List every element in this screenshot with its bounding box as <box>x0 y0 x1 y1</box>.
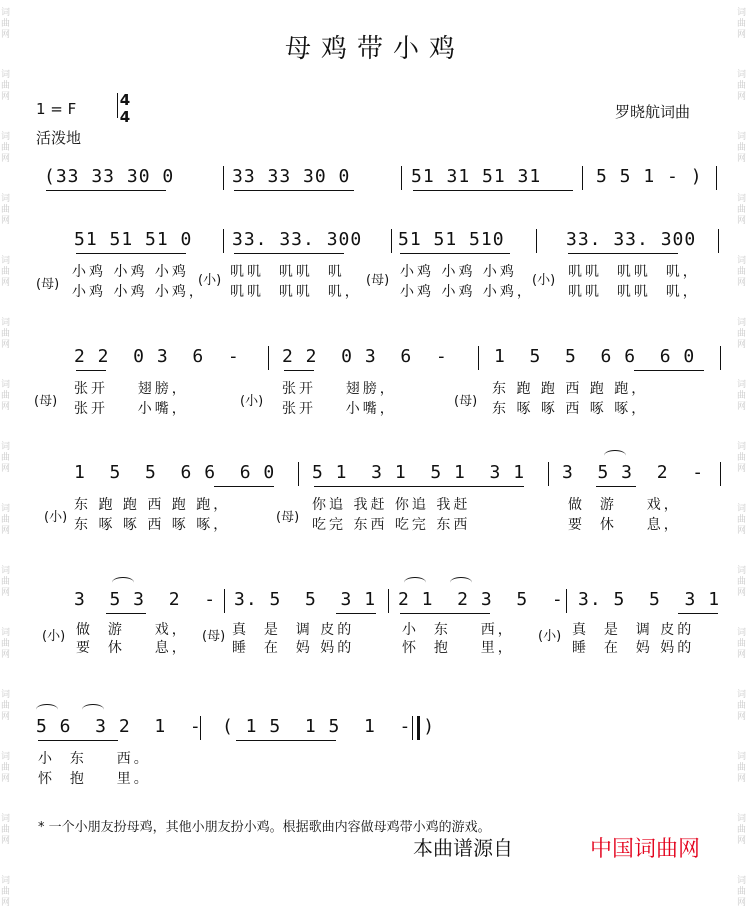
watermark-glyph: 曲 <box>1 887 11 897</box>
watermark-glyph: 网 <box>1 402 11 412</box>
lyric-line-1: 小 东 西。 <box>38 751 151 767</box>
barline <box>720 346 721 370</box>
song-title: 母鸡带小鸡 <box>284 34 465 64</box>
lyric-line-2: 张开 小嘴， <box>74 401 189 417</box>
watermark-glyph: 网 <box>1 898 11 908</box>
barline <box>718 229 719 253</box>
lyric-line-2: 东 啄 啄 西 啄 啄， <box>74 517 231 533</box>
role-label: (母) <box>202 629 226 644</box>
underline-beam <box>413 190 573 191</box>
watermark-glyph: 词 <box>1 690 11 700</box>
underline-beam <box>106 613 146 614</box>
watermark-glyph: 曲 <box>1 577 11 587</box>
time-signature <box>117 92 133 126</box>
watermark-glyph: 曲 <box>737 825 747 835</box>
watermark-glyph: 词 <box>737 876 747 886</box>
watermark-right <box>736 0 750 908</box>
measure-4-3: 3. 5 5 3 1 <box>578 589 721 610</box>
barline <box>548 462 549 486</box>
barline <box>223 166 224 190</box>
watermark-glyph: 词 <box>737 70 747 80</box>
watermark-glyph: 曲 <box>737 887 747 897</box>
watermark-glyph: 曲 <box>737 639 747 649</box>
lyric-line-2: 睡 在 妈 妈的 <box>232 640 355 656</box>
system-2 <box>36 346 722 416</box>
barline <box>412 716 413 740</box>
watermark-glyph: 网 <box>1 650 11 660</box>
watermark-glyph: 词 <box>737 566 747 576</box>
underline-beam <box>314 486 524 487</box>
watermark-glyph: 网 <box>1 92 11 102</box>
watermark-glyph: 曲 <box>737 81 747 91</box>
watermark-glyph: 词 <box>737 8 747 18</box>
lyric-line-1: 张开 翅膀， <box>74 381 189 397</box>
measure-2-2: 1 5 5 6 6 6 0 <box>494 346 696 367</box>
watermark-glyph: 词 <box>1 442 11 452</box>
watermark-glyph: 词 <box>737 442 747 452</box>
role-label: (小) <box>538 629 562 644</box>
time-signature-top: 4 <box>119 91 131 109</box>
watermark-glyph: 曲 <box>737 701 747 711</box>
watermark-glyph: 曲 <box>737 143 747 153</box>
watermark-glyph: 曲 <box>1 329 11 339</box>
lyric-line-2: 睡 在 妈 妈的 <box>572 640 695 656</box>
watermark-glyph: 曲 <box>1 763 11 773</box>
watermark-glyph: 曲 <box>737 763 747 773</box>
lyric-line-2: 小鸡 小鸡 小鸡， <box>400 284 534 300</box>
barline <box>716 166 717 190</box>
lyric-line-2: 张开 小嘴， <box>282 401 397 417</box>
system-5 <box>36 716 722 786</box>
barline <box>223 229 224 253</box>
lyric-line-2: 小鸡 小鸡 小鸡， <box>72 284 206 300</box>
slur <box>604 450 626 461</box>
barline <box>536 229 537 253</box>
watermark-glyph: 词 <box>1 318 11 328</box>
role-label: (母) <box>454 394 478 409</box>
lyric-line-2: 东 啄 啄 西 啄 啄， <box>492 401 649 417</box>
lyric-line-1: 做 游 戏， <box>76 622 189 638</box>
measure-0-2: 51 31 51 31 <box>411 166 542 187</box>
underline-beam <box>234 253 344 254</box>
watermark-glyph: 词 <box>1 876 11 886</box>
watermark-glyph: 曲 <box>1 143 11 153</box>
watermark-glyph: 曲 <box>1 515 11 525</box>
watermark-glyph: 网 <box>1 836 11 846</box>
underline-beam <box>76 253 186 254</box>
underline-beam <box>46 190 166 191</box>
measure-4-0: 3 5 3 2 - <box>74 589 217 610</box>
watermark-glyph: 词 <box>737 380 747 390</box>
watermark-glyph: 曲 <box>737 515 747 525</box>
measure-0-3: 5 5 1 - ) <box>596 166 703 187</box>
barline <box>401 166 402 190</box>
watermark-glyph: 网 <box>737 650 747 660</box>
role-label: (母) <box>276 510 300 525</box>
lyric-line-2: 叽叽 叽叽 叽， <box>568 284 700 300</box>
watermark-glyph: 网 <box>1 712 11 722</box>
watermark-glyph: 词 <box>1 814 11 824</box>
underline-beam <box>38 740 118 741</box>
underline-beam <box>568 253 678 254</box>
measure-1-0: 51 51 51 0 <box>74 229 193 250</box>
watermark-glyph: 网 <box>737 216 747 226</box>
watermark-glyph: 网 <box>737 154 747 164</box>
lyric-line-1: 做 游 戏， <box>568 497 681 513</box>
lyric-line-1: 张开 翅膀， <box>282 381 397 397</box>
measure-1-3: 33. 33. 300 <box>566 229 697 250</box>
watermark-glyph: 词 <box>1 628 11 638</box>
watermark-glyph: 曲 <box>1 825 11 835</box>
measure-1-1: 33. 33. 300 <box>232 229 363 250</box>
barline <box>268 346 269 370</box>
slur <box>112 577 134 588</box>
watermark-glyph: 网 <box>1 526 11 536</box>
watermark-left <box>0 0 14 908</box>
key-signature: 1 = F <box>36 100 77 118</box>
lyric-line-1: 小鸡 小鸡 小鸡 <box>72 264 189 280</box>
footnote: * 一个小朋友扮母鸡，其他小朋友扮小鸡。根据歌曲内容做母鸡带小鸡的游戏。 <box>38 820 491 835</box>
measure-5-0: 5 6 3 2 1 - <box>36 716 202 737</box>
lyric-line-1: 真 是 调 皮的 <box>232 622 355 638</box>
measure-2-1: 2 2 0 3 6 - <box>282 346 448 367</box>
measure-3-0: 1 5 5 6 6 6 0 <box>74 462 276 483</box>
watermark-glyph: 曲 <box>737 391 747 401</box>
watermark-glyph: 网 <box>737 92 747 102</box>
barline <box>200 716 201 740</box>
lyric-line-2: 怀 抱 里， <box>402 640 515 656</box>
measure-2-0: 2 2 0 3 6 - <box>74 346 240 367</box>
role-label: (母) <box>36 277 60 292</box>
watermark-glyph: 词 <box>737 504 747 514</box>
lyric-line-1: 真 是 调 皮的 <box>572 622 695 638</box>
slur <box>82 704 104 715</box>
watermark-glyph: 词 <box>1 70 11 80</box>
watermark-glyph: 网 <box>1 774 11 784</box>
watermark-glyph: 词 <box>737 752 747 762</box>
system-4 <box>36 589 722 659</box>
watermark-glyph: 网 <box>1 216 11 226</box>
measure-1-2: 51 51 510 <box>398 229 505 250</box>
lyric-line-1: 叽叽 叽叽 叽， <box>568 264 700 280</box>
watermark-glyph: 网 <box>737 30 747 40</box>
role-label: (小) <box>198 273 222 288</box>
watermark-glyph: 网 <box>1 340 11 350</box>
measure-3-2: 3 5 3 2 - <box>562 462 705 483</box>
watermark-glyph: 网 <box>1 464 11 474</box>
barline <box>388 589 389 613</box>
lyric-line-1: 东 跑 跑 西 跑 跑， <box>492 381 649 397</box>
watermark-glyph: 网 <box>737 836 747 846</box>
underline-beam <box>400 613 490 614</box>
underline-beam <box>234 190 354 191</box>
barline <box>224 589 225 613</box>
watermark-glyph: 曲 <box>1 639 11 649</box>
watermark-glyph: 曲 <box>1 391 11 401</box>
underline-beam <box>214 486 274 487</box>
watermark-glyph: 词 <box>737 318 747 328</box>
watermark-glyph: 词 <box>737 256 747 266</box>
watermark-glyph: 词 <box>1 8 11 18</box>
watermark-glyph: 曲 <box>1 19 11 29</box>
watermark-glyph: 词 <box>1 132 11 142</box>
watermark-glyph: 网 <box>737 588 747 598</box>
watermark-glyph: 曲 <box>1 81 11 91</box>
watermark-glyph: 网 <box>737 712 747 722</box>
watermark-glyph: 词 <box>1 752 11 762</box>
underline-beam <box>76 370 106 371</box>
watermark-glyph: 曲 <box>737 205 747 215</box>
watermark-glyph: 词 <box>1 194 11 204</box>
watermark-glyph: 词 <box>737 194 747 204</box>
watermark-glyph: 词 <box>737 132 747 142</box>
measure-0-0: (33 33 30 0 <box>44 166 175 187</box>
watermark-glyph: 词 <box>737 628 747 638</box>
watermark-glyph: 网 <box>737 774 747 784</box>
lyric-line-2: 吃完 东西 吃完 东西 <box>312 517 471 533</box>
watermark-glyph: 网 <box>737 340 747 350</box>
measure-5-1: ( 1 5 1 5 1 - ) <box>222 716 436 737</box>
barline <box>720 462 721 486</box>
role-label: (小) <box>532 273 556 288</box>
watermark-glyph: 网 <box>1 588 11 598</box>
lyric-line-2: 叽叽 叽叽 叽， <box>230 284 362 300</box>
watermark-glyph: 网 <box>737 526 747 536</box>
role-label: (母) <box>34 394 58 409</box>
barline <box>391 229 392 253</box>
watermark-glyph: 词 <box>1 256 11 266</box>
watermark-glyph: 曲 <box>737 577 747 587</box>
barline <box>582 166 583 190</box>
lyric-line-1: 你追 我赶 你追 我赶 <box>312 497 471 513</box>
watermark-glyph: 词 <box>1 566 11 576</box>
watermark-glyph: 词 <box>737 690 747 700</box>
watermark-glyph: 词 <box>737 814 747 824</box>
barline <box>478 346 479 370</box>
watermark-glyph: 曲 <box>1 205 11 215</box>
system-1 <box>36 229 722 299</box>
site-name: 中国词曲网 <box>590 837 701 862</box>
measure-4-2: 2 1 2 3 5 - <box>398 589 564 610</box>
watermark-glyph: 网 <box>1 154 11 164</box>
measure-4-1: 3. 5 5 3 1 <box>234 589 377 610</box>
source-label: 本曲谱源自 <box>413 836 513 860</box>
slur <box>36 704 58 715</box>
underline-beam <box>400 253 510 254</box>
role-label: (小) <box>42 629 66 644</box>
underline-beam <box>336 613 376 614</box>
watermark-glyph: 曲 <box>737 329 747 339</box>
lyric-line-2: 要 休 息， <box>568 517 681 533</box>
role-label: (小) <box>44 510 68 525</box>
watermark-glyph: 曲 <box>1 267 11 277</box>
lyric-line-1: 小鸡 小鸡 小鸡 <box>400 264 517 280</box>
watermark-glyph: 曲 <box>1 701 11 711</box>
time-signature-bottom: 4 <box>119 108 131 126</box>
underline-beam <box>634 370 704 371</box>
watermark-glyph: 曲 <box>737 19 747 29</box>
watermark-glyph: 词 <box>1 380 11 390</box>
barline <box>566 589 567 613</box>
final-barline <box>417 716 420 740</box>
measure-3-1: 5 1 3 1 5 1 3 1 <box>312 462 526 483</box>
barline <box>298 462 299 486</box>
role-label: (小) <box>240 394 264 409</box>
lyric-line-1: 叽叽 叽叽 叽 <box>230 264 345 280</box>
watermark-glyph: 网 <box>737 464 747 474</box>
watermark-glyph: 曲 <box>737 453 747 463</box>
lyric-line-1: 小 东 西， <box>402 622 515 638</box>
underline-beam <box>236 740 336 741</box>
watermark-glyph: 曲 <box>1 453 11 463</box>
time-signature-line <box>117 93 118 118</box>
watermark-glyph: 网 <box>737 278 747 288</box>
slur <box>450 577 472 588</box>
watermark-glyph: 网 <box>737 402 747 412</box>
lyric-line-2: 要 休 息， <box>76 640 189 656</box>
watermark-glyph: 词 <box>1 504 11 514</box>
underline-beam <box>284 370 314 371</box>
underline-beam <box>678 613 718 614</box>
watermark-glyph: 曲 <box>737 267 747 277</box>
system-0 <box>36 166 722 196</box>
system-3 <box>36 462 722 532</box>
lyric-line-1: 东 跑 跑 西 跑 跑， <box>74 497 231 513</box>
credit: 罗晓航词曲 <box>615 103 691 121</box>
lyric-line-2: 怀 抱 里。 <box>38 771 151 787</box>
watermark-glyph: 网 <box>737 898 747 908</box>
underline-beam <box>596 486 636 487</box>
watermark-glyph: 网 <box>1 30 11 40</box>
watermark-glyph: 网 <box>1 278 11 288</box>
slur <box>404 577 426 588</box>
measure-0-1: 33 33 30 0 <box>232 166 351 187</box>
tempo-marking: 活泼地 <box>36 129 82 147</box>
role-label: (母) <box>366 273 390 288</box>
